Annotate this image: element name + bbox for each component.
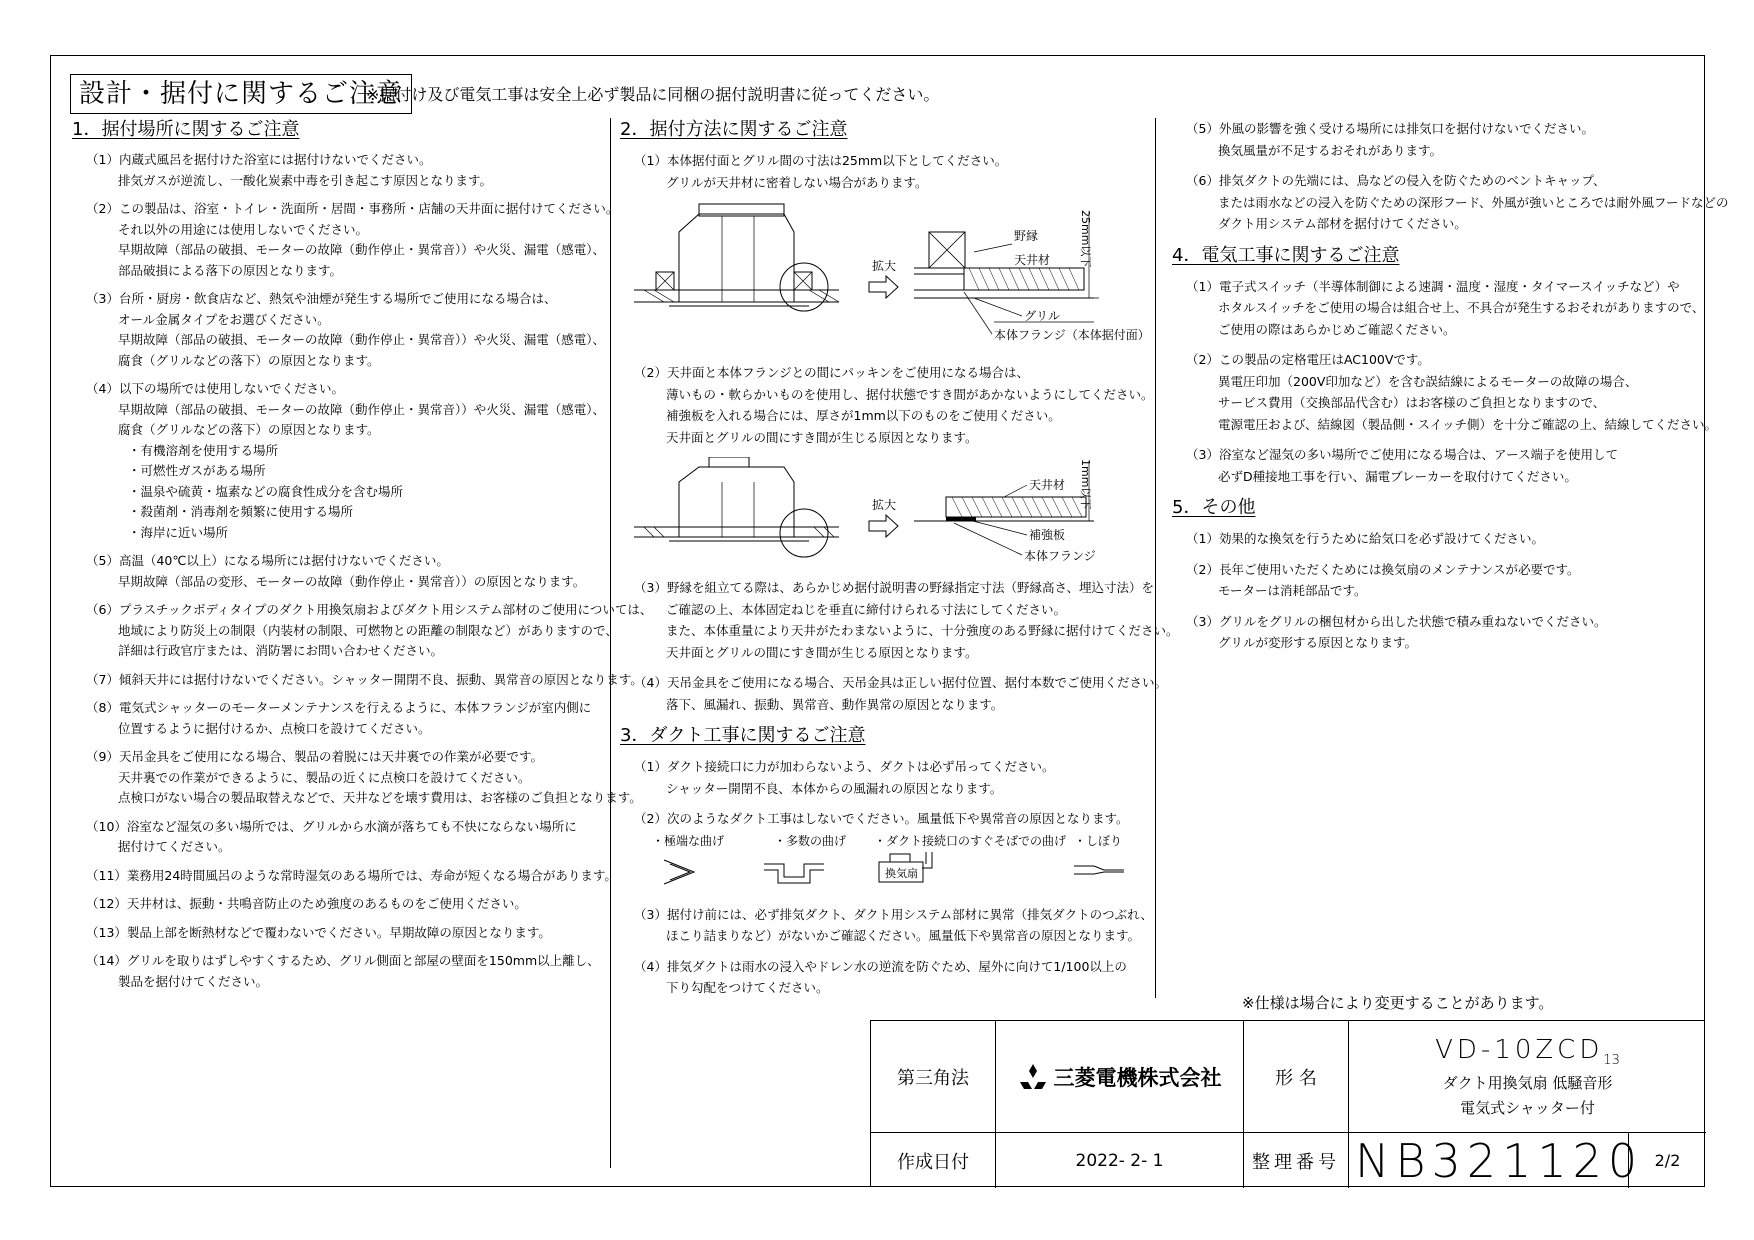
company-name: 三菱電機株式会社: [1053, 1065, 1222, 1090]
bend-label: ・多数の曲げ: [774, 833, 847, 848]
item-text-cont: 天井面とグリルの間にすき間が生じる原因となります。: [666, 429, 978, 445]
list-item: [634, 672, 1167, 715]
item-text-cont: グリルが変形する原因となります。: [1218, 635, 1418, 650]
document-number: NB321120: [1349, 1133, 1629, 1188]
item-text: （5）外風の影響を強く受ける場所には排気口を据付けないでください。: [1186, 121, 1594, 136]
item-text-cont: シャッター開閉不良、本体からの風漏れの原因となります。: [666, 780, 1003, 796]
item-text-cont: 早期故障（部品の破損、モーターの故障（動作停止・異常音））や火災、漏電（感電）、: [118, 242, 606, 257]
list-item: [634, 362, 1154, 448]
item-text-cont: ・有機溶剤を使用する場所: [128, 442, 279, 458]
item-text: （3）野縁を組立てる際は、あらかじめ据付説明書の野縁指定寸法（野縁高さ、埋込寸法）を: [634, 580, 1154, 595]
item-text-cont: 地域により防災上の制限（内装材の制限、可燃物との距離の制限など）がありますので、: [118, 622, 618, 638]
page-number: 2/2: [1654, 1151, 1681, 1170]
column-3-items: [1172, 118, 1729, 235]
item-text: （14）グリルを取りはずしやすくするため、グリル側面と部屋の壁面を150mm以上離し、: [86, 953, 600, 968]
item-text: （1）電子式スイッチ（半導体制御による速調・温度・湿度・タイマースイッチなど）や: [1186, 278, 1680, 294]
item-text: （13）製品上部を断熱材などで覆わないでください。早期故障の原因となります。: [86, 924, 551, 940]
projection-cell: 第三角法: [871, 1021, 996, 1133]
list-item: [1186, 444, 1692, 487]
list-item: [86, 600, 653, 662]
seiri-label: 整理番号: [1244, 1133, 1349, 1188]
item-text-cont: モーターは消耗部品です。: [1218, 583, 1367, 598]
item-text: （5）高温（40℃以上）になる場所には据付けないでください。: [86, 553, 449, 568]
item-text-cont: 異電圧印加（200V印加など）を含む誤結線によるモーターの故障の場合、: [1218, 373, 1638, 389]
item-text-cont: ご確認の上、本体固定ねじを垂直に締付けられる寸法にしてください。: [666, 601, 1067, 617]
bend-label: ・しぼり: [1074, 833, 1123, 848]
date-value: 2022- 2- 1: [996, 1133, 1244, 1188]
dim-label: 25mm以下: [1079, 210, 1092, 268]
item-text-cont: 補強板を入れる場合には、厚さが1mm以下のものをご使用ください。: [666, 408, 1061, 423]
hokyo-label: 補強板: [1029, 528, 1066, 542]
item-text-cont: ダクト用システム部材を据付けてください。: [1218, 216, 1467, 231]
list-item: [86, 551, 612, 592]
item-text-cont: 早期故障（部品の破損、モーターの故障（動作停止・異常音））や火災、漏電（感電）、: [118, 332, 606, 347]
mitsubishi-logo-icon: [1018, 1063, 1048, 1091]
title-block: [870, 1020, 1705, 1187]
model-desc: 電気式シャッター付: [1460, 1099, 1595, 1118]
list-item: [86, 923, 612, 944]
item-text-cont: ・殺菌剤・消毒剤を頻繁に使用する場所: [128, 504, 354, 519]
list-item: [1186, 349, 1718, 435]
list-item: [86, 817, 612, 858]
section-heading: 4．電気工事に関するご注意: [1172, 244, 1400, 266]
section-heading: 2．据付方法に関するご注意: [620, 119, 848, 140]
column-2: [620, 118, 1179, 1008]
grille-gap-figure: [634, 202, 1150, 352]
spec-note: ※仕様は場合により変更することがあります。: [1242, 994, 1554, 1012]
list-item: [86, 199, 619, 281]
item-text: （3）浴室など湿気の多い場所でご使用になる場合は、アース端子を使用して: [1186, 447, 1618, 462]
list-item: [634, 150, 1150, 193]
list-item: [86, 747, 642, 809]
item-text-cont: 点検口がない場合の製品取替えなどで、天井などを壊す費用は、お客様のご負担となります。: [118, 790, 642, 805]
item-text: （2）この製品は、浴室・トイレ・洗面所・居間・事務所・店舗の天井面に据付けてください。: [86, 201, 619, 216]
item-text-cont: 据付けてください。: [118, 839, 231, 854]
list-item: [1186, 170, 1729, 235]
item-text: （4）天吊金具をご使用になる場合、天吊金具は正しい据付位置、据付本数でご使用ください。: [634, 675, 1167, 690]
item-text-cont: 排気ガスが逆流し、一酸化炭素中毒を引き起こす原因となります。: [118, 172, 493, 188]
section-heading: 1．据付場所に関するご注意: [72, 119, 300, 140]
item-text-cont: 早期故障（部品の破損、モーターの故障（動作停止・異常音））や火災、漏電（感電）、: [118, 401, 606, 417]
flange-label: 本体フランジ: [1024, 549, 1096, 563]
item-text-cont: 早期故障（部品の変形、モーターの故障（動作停止・異常音））の原因となります。: [118, 573, 586, 589]
list-item: [86, 894, 612, 915]
fan-label: 換気扇: [885, 866, 918, 880]
item-text-cont: ご使用の際はあらかじめご確認ください。: [1218, 321, 1456, 337]
item-text-cont: ・海岸に近い場所: [128, 524, 229, 540]
item-text-cont: 天井面とグリルの間にすき間が生じる原因となります。: [666, 644, 978, 660]
list-item: [86, 150, 612, 191]
item-text-cont: 落下、風漏れ、振動、異常音、動作異常の原因となります。: [666, 696, 1004, 712]
kakudai-label: 拡大: [872, 498, 897, 512]
item-text-cont: または雨水などの浸入を防ぐための深形フード、外風が強いところでは耐外風フードなどの: [1218, 194, 1729, 210]
item-text-cont: ホタルスイッチをご使用の場合は組合せ上、不具合が発生するおそれがありますので、: [1218, 300, 1705, 315]
header-note: ※据付け及び電気工事は安全上必ず製品に同梱の据付説明書に従ってください。: [366, 85, 940, 104]
item-text: （2）長年ご使用いただくためには換気扇のメンテナンスが必要です。: [1186, 561, 1580, 577]
item-text: （2）天井面と本体フランジとの間にパッキンをご使用になる場合は、: [634, 365, 1030, 380]
item-text-cont: 詳細は行政官庁または、消防署にお問い合わせください。: [118, 643, 444, 658]
tenjozai-label: 天井材: [1014, 253, 1051, 267]
nobuchi-label: 野縁: [1014, 229, 1039, 243]
list-item: [86, 698, 612, 739]
item-text: （1）本体据付面とグリル間の寸法は25mm以下としてください。: [634, 153, 1008, 168]
item-text: （9）天吊金具をご使用になる場合、製品の着脱には天井裏での作業が必要です。: [86, 749, 543, 764]
list-item: [86, 289, 612, 371]
list-item: [1186, 276, 1705, 341]
item-text: （1）効果的な換気を行うために給気口を必ず設けてください。: [1186, 531, 1544, 546]
item-text-cont: サービス費用（交換部品代含む）はお客様のご負担となりますので、: [1218, 395, 1606, 410]
item-text-cont: それ以外の用途には使用しないでください。: [118, 221, 369, 237]
item-text-cont: ほこり詰まりなど）がないかご確認ください。風量低下や異常音の原因となります。: [666, 928, 1141, 943]
item-text: （4）以下の場所では使用しないでください。: [86, 381, 344, 396]
item-text: （6）プラスチックボディタイプのダクト用換気扇およびダクト用システム部材のご使用については、: [86, 602, 653, 617]
model-number: $VD-10ZCD_{13}$: [1435, 1034, 1620, 1069]
column-3: [1172, 118, 1729, 663]
item-text-cont: 部品破損による落下の原因となります。: [118, 262, 343, 278]
katamei-label: 形 名: [1244, 1021, 1349, 1133]
list-item: [86, 951, 612, 992]
item-text-cont: 下り勾配をつけてください。: [666, 980, 829, 995]
item-text: （4）排気ダクトは雨水の浸入やドレン水の逆流を防ぐため、屋外に向けて1/100以上の: [634, 958, 1127, 974]
grille-label: グリル: [1024, 309, 1061, 323]
item-text-cont: また、本体重量により天井がたわまないように、十分強度のある野縁に据付けてください。: [666, 623, 1179, 638]
section-4-items: [1172, 276, 1718, 488]
item-text: （12）天井材は、振動・共鳴音防止のため強度のあるものをご使用ください。: [86, 896, 527, 911]
item-text: （8）電気式シャッターのモーターメンテナンスを行えるように、本体フランジが室内側に: [86, 700, 592, 715]
list-item: [86, 670, 643, 691]
list-item: [86, 866, 617, 887]
item-text-cont: 腐食（グリルなどの落下）の原因となります。: [118, 422, 380, 437]
item-text-cont: グリルが天井材に密着しない場合があります。: [666, 174, 928, 190]
item-text: （10）浴室など湿気の多い場所では、グリルから水滴が落ちても不快にならない場所に: [86, 818, 577, 834]
bend-label: ・極端な曲げ: [652, 833, 725, 848]
item-text: （2）この製品の定格電圧はAC100Vです。: [1186, 352, 1430, 367]
item-text: （3）グリルをグリルの梱包材から出した状態で積み重ねないでください。: [1186, 613, 1607, 629]
packing-figure: [634, 457, 1150, 567]
item-text: （1）内蔵式風呂を据付けた浴室には据付けないでください。: [86, 152, 432, 167]
kakudai-label: 拡大: [872, 259, 897, 273]
item-text: （3）据付け前には、必ず排気ダクト、ダクト用システム部材に異常（排気ダクトのつぶれ、: [634, 906, 1153, 922]
item-text-cont: 腐食（グリルなどの落下）の原因となります。: [118, 352, 380, 368]
item-text: （11）業務用24時間風呂のような常時湿気のある場所では、寿命が短くなる場合があります。: [86, 867, 617, 883]
list-item: [1186, 528, 1692, 550]
section-heading: 3．ダクト工事に関するご注意: [620, 725, 866, 746]
list-item: [634, 808, 1150, 830]
page-title: 設計・据付に関するご注意: [70, 74, 412, 114]
column-divider: [1155, 118, 1156, 998]
item-text-cont: 薄いもの・軟らかいものを使用し、据付状態ですき間があかないようにしてください。: [666, 386, 1154, 402]
bend-label: ・ダクト接続口のすぐそばでの曲げ: [874, 833, 1067, 848]
list-item: [1186, 559, 1692, 602]
item-text-cont: ・温泉や硫黄・塩素などの腐食性成分を含む場所: [128, 483, 404, 499]
list-item: [1186, 118, 1692, 161]
section-5-items: [1172, 528, 1692, 654]
item-text-cont: 位置するように据付けるか、点検口を設けてください。: [118, 720, 431, 736]
item-text: （2）次のようなダクト工事はしないでください。風量低下や異常音の原因となります。: [634, 811, 1129, 826]
list-item: [634, 577, 1179, 663]
item-text-cont: 必ずD種接地工事を行い、漏電ブレーカーを取付けてください。: [1218, 468, 1577, 484]
dim-label: 1mm以下: [1079, 459, 1092, 510]
list-item: [86, 379, 612, 543]
item-text-cont: 天井裏での作業ができるように、製品の近くに点検口を設けてください。: [118, 769, 531, 785]
item-text-cont: ・可燃性ガスがある場所: [128, 463, 266, 478]
list-item: [634, 904, 1153, 947]
duct-bend-figure: [634, 832, 1150, 894]
item-text: （3）台所・厨房・飲食店など、熱気や油煙が発生する場所でご使用になる場合は、: [86, 291, 557, 306]
item-text-cont: 換気風量が不足するおそれがあります。: [1218, 142, 1443, 158]
item-text-cont: 電源電圧および、結線図（製品側・スイッチ側）を十分ご確認の上、結線してください。: [1218, 416, 1718, 432]
flange-label: 本体フランジ（本体据付面）: [994, 328, 1150, 342]
model-desc: ダクト用換気扇 低騒音形: [1442, 1074, 1613, 1093]
item-text-cont: 製品を据付けてください。: [118, 973, 269, 989]
tenjozai-label: 天井材: [1029, 478, 1066, 492]
item-text: （6）排気ダクトの先端には、鳥などの侵入を防ぐためのベントキャップ、: [1186, 173, 1606, 188]
list-item: [634, 956, 1150, 999]
section-heading: 5．その他: [1172, 497, 1256, 518]
item-text: （1）ダクト接続口に力が加わらないよう、ダクトは必ず吊ってください。: [634, 759, 1055, 774]
company-cell: [996, 1021, 1244, 1133]
section-1-items: [72, 150, 653, 992]
list-item: [634, 756, 1150, 799]
list-item: [1186, 611, 1692, 654]
item-text: （7）傾斜天井には据付けないでください。シャッター開閉不良、振動、異常音の原因となります。: [86, 671, 643, 687]
column-1: [72, 118, 653, 1000]
model-cell: [1349, 1021, 1706, 1133]
item-text-cont: オール金属タイプをお選びください。: [118, 311, 330, 327]
date-label: 作成日付: [871, 1133, 996, 1188]
